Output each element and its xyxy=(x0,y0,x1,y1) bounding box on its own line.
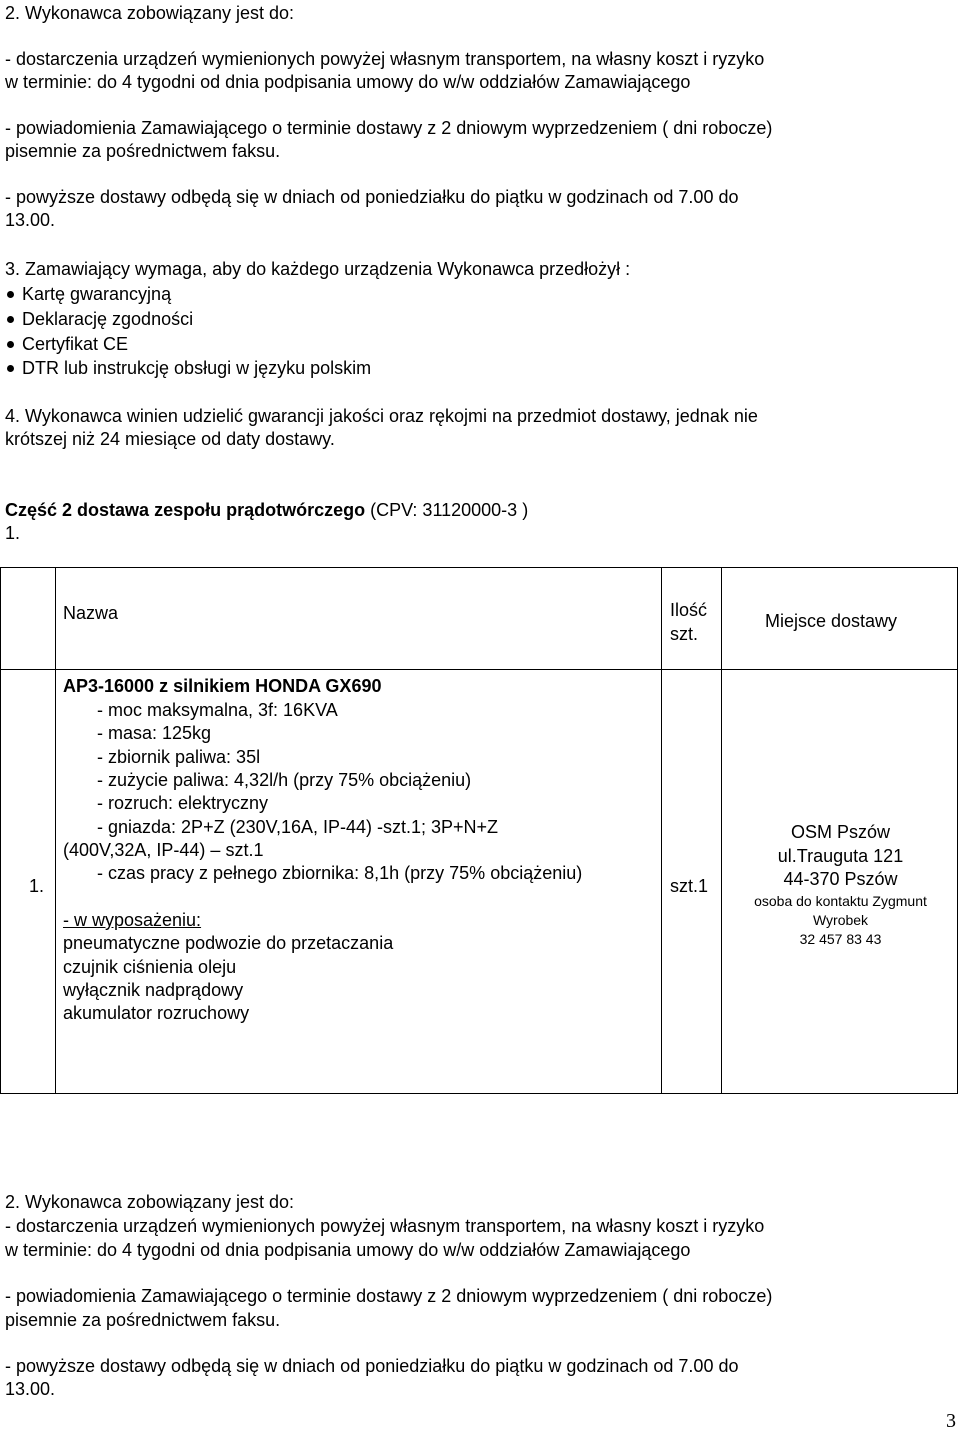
section2-heading: 2. Wykonawca zobowiązany jest do: xyxy=(5,3,294,23)
requirement-label: DTR lub instrukcję obsługi w języku polskim xyxy=(22,358,372,378)
bullet-icon xyxy=(7,365,14,372)
page-number: 3 xyxy=(946,1410,956,1432)
place-street: ul.Trauguta 121 xyxy=(777,846,904,866)
requirement-item xyxy=(5,283,171,305)
requirement-item xyxy=(5,308,193,330)
requirement-item xyxy=(5,357,371,379)
spec-line: - rozruch: elektryczny xyxy=(97,793,269,813)
equipment-item: akumulator rozruchowy xyxy=(63,1003,250,1023)
requirement-label: Kartę gwarancyjną xyxy=(22,284,172,304)
spec-line: - zbiornik paliwa: 35l xyxy=(97,747,261,767)
spec-line-wrap: (400V,32A, IP-44) – szt.1 xyxy=(63,840,264,860)
header-qty-unit: szt. xyxy=(670,624,699,644)
row-qty: szt.1 xyxy=(670,876,709,896)
contact-phone: 32 457 83 43 xyxy=(799,931,882,947)
section4-line1: 4. Wykonawca winien udzielić gwarancji jakości oraz rękojmi na przedmiot dostawy, jednak nie xyxy=(5,406,758,426)
section2-repeat-heading: 2. Wykonawca zobowiązany jest do: xyxy=(5,1192,294,1212)
place-name: OSM Pszów xyxy=(790,822,891,842)
spec-line: - zużycie paliwa: 4,32l/h (przy 75% obciążeniu) xyxy=(97,770,472,790)
requirement-label: Certyfikat CE xyxy=(22,334,129,354)
bullet-icon xyxy=(7,341,14,348)
section2-paragraph1-line1: - dostarczenia urządzeń wymienionych powyżej własnym transportem, na własny koszt i ryzyko xyxy=(5,49,765,69)
section2-paragraph3-line1: - powyższe dostawy odbędą się w dniach od poniedziałku do piątku w godzinach od 7.00 do xyxy=(5,187,739,207)
section2-paragraph2-line2: pisemnie za pośrednictwem faksu. xyxy=(5,141,281,161)
spec-line: - masa: 125kg xyxy=(97,723,212,743)
header-qty: Ilość xyxy=(670,600,708,620)
product-name: AP3-16000 z silnikiem HONDA GX690 xyxy=(63,676,382,696)
spec-line: - gniazda: 2P+Z (230V,16A, IP-44) -szt.1; 3P+N+Z xyxy=(97,817,499,837)
equipment-item: wyłącznik nadprądowy xyxy=(63,980,244,1000)
row-lp: 1. xyxy=(29,876,45,896)
spec-line: - czas pracy z pełnego zbiornika: 8,1h (przy 75% obciążeniu) xyxy=(97,863,583,883)
contact-person-surname: Wyrobek xyxy=(812,912,869,928)
section2-paragraph1-line2: w terminie: do 4 tygodni od dnia podpisania umowy do w/w oddziałów Zamawiającego xyxy=(5,72,691,92)
header-name: Nazwa xyxy=(63,603,119,623)
part-number: 1. xyxy=(5,523,21,543)
part-title-cpv: (CPV: 31120000-3 ) xyxy=(365,500,529,520)
section2-repeat-paragraph2-line1: - powiadomienia Zamawiającego o terminie dostawy z 2 dniowym wyprzedzeniem ( dni robocze) xyxy=(5,1286,773,1306)
bullet-icon xyxy=(7,316,14,323)
section2-repeat-paragraph3-line1: - powyższe dostawy odbędą się w dniach od poniedziałku do piątku w godzinach od 7.00 do xyxy=(5,1356,739,1376)
section2-repeat-paragraph3-line2: 13.00. xyxy=(5,1379,56,1399)
equipment-item: czujnik ciśnienia oleju xyxy=(63,957,237,977)
section2-paragraph2-line1: - powiadomienia Zamawiającego o terminie dostawy z 2 dniowym wyprzedzeniem ( dni robocze) xyxy=(5,118,773,138)
spec-line: - moc maksymalna, 3f: 16KVA xyxy=(97,700,338,720)
equipment-table xyxy=(0,567,958,1094)
section4-line2: krótszej niż 24 miesiące od daty dostawy. xyxy=(5,429,335,449)
section3-heading: 3. Zamawiający wymaga, aby do każdego urządzenia Wykonawca przedłożył : xyxy=(5,259,631,279)
part-title xyxy=(5,499,528,521)
part-title-bold: Część 2 dostawa zespołu prądotwórczego xyxy=(5,500,366,520)
bullet-icon xyxy=(7,291,14,298)
header-place: Miejsce dostawy xyxy=(765,611,898,631)
section2-repeat-paragraph2-line2: pisemnie za pośrednictwem faksu. xyxy=(5,1310,281,1330)
place-city: 44-370 Pszów xyxy=(783,869,898,889)
equipment-heading: - w wyposażeniu: xyxy=(63,910,202,930)
contact-person: osoba do kontaktu Zygmunt xyxy=(754,893,927,909)
section2-repeat-paragraph1-line2: w terminie: do 4 tygodni od dnia podpisania umowy do w/w oddziałów Zamawiającego xyxy=(5,1240,691,1260)
requirement-item xyxy=(5,333,128,355)
section2-repeat-paragraph1-line1: - dostarczenia urządzeń wymienionych powyżej własnym transportem, na własny koszt i ryzyko xyxy=(5,1216,765,1236)
section2-paragraph3-line2: 13.00. xyxy=(5,210,56,230)
equipment-item: pneumatyczne podwozie do przetaczania xyxy=(63,933,394,953)
requirement-label: Deklarację zgodności xyxy=(22,309,194,329)
